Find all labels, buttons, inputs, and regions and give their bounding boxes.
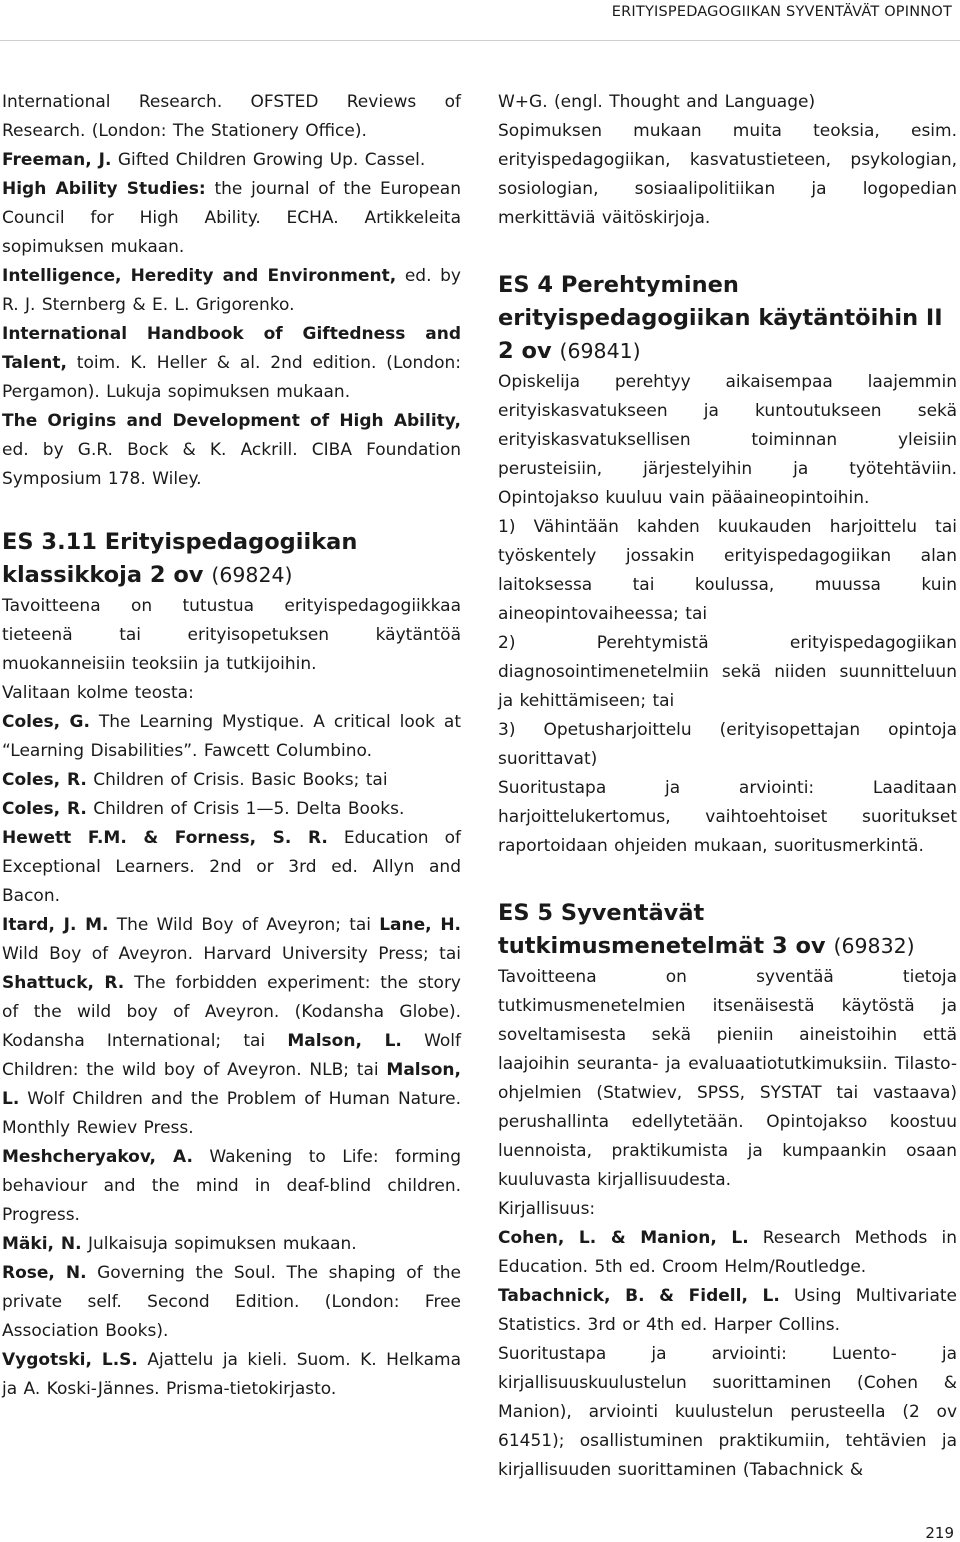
page-number: 219 — [925, 1524, 954, 1542]
running-header: ERITYISPEDAGOGIIKAN SYVENTÄVÄT OPINNOT — [611, 4, 952, 20]
reference: Freeman, J. Gifted Children Growing Up. Cassel. — [2, 150, 426, 170]
literature-label: Kirjallisuus: — [498, 1199, 596, 1219]
section-heading-es4: ES 4 Perehtyminen erityispedagogiikan käytäntöihin II 2 ov (69841) — [498, 272, 943, 364]
reference: Meshcheryakov, A. Wakening to Life: forming behaviour and the mind in deaf-blind children. Progress. — [2, 1147, 461, 1225]
reference: Coles, G. The Learning Mystique. A critical look at “Learning Disabilities”. Fawcett Columbino. — [2, 712, 462, 761]
reference: High Ability Studies: the journal of the European Council for High Ability. ECHA. Artikkeleita sopimuksen mukaan. — [2, 179, 461, 257]
section-heading-es5: ES 5 Syventävät tutkimusmenetelmät 3 ov (69832) — [498, 900, 915, 959]
paragraph: Suoritustapa ja arviointi: Luento- ja kirjallisuuskuulustelun suorittaminen (Cohen & Manion), arviointi kuulustelun perusteella (2 ov 61451); osallistuminen praktikumiin, tehtävien ja kirjallisuuden suorittaminen (Tabachnick & — [498, 1344, 957, 1480]
list-item: 2) Perehtymistä erityispedagogiikan diagnosointimenetelmiin sekä niiden suunnitteluun ja kehittämiseen; tai — [498, 633, 957, 711]
right-column — [498, 88, 957, 1485]
continued-text: W+G. (engl. Thought and Language) — [498, 92, 816, 112]
reference: Coles, R. Children of Crisis. Basic Books; tai — [2, 770, 388, 790]
left-column — [2, 88, 461, 1404]
paragraph: Tavoitteena on syventää tietoja tutkimusmenetelmien itsenäisestä käytöstä ja soveltamisesta sekä pieniin aineistoihin että laajoihin seuranta- ja evaluaatiotutkimuksiin. Tilasto-ohjelmien (Statwiev, SPSS, SYSTAT tai vastaava) perushallinta edellytetään. Opintojakso koostuu luennoista, praktikumista ja kumpaankin osaan kuuluvasta kirjallisuudesta. — [498, 967, 957, 1190]
section-heading-es311: ES 3.11 Erityispedagogiikan klassikkoja 2 ov (69824) — [2, 529, 358, 588]
reference: Intelligence, Heredity and Environment, ed. by R. J. Sternberg & E. L. Grigorenko. — [2, 266, 461, 315]
paragraph: Opiskelija perehtyy aikaisempaa laajemmin erityiskasvatukseen ja kuntoutukseen sekä erityiskasvatuksellisen toiminnan yleisiin perusteisiin, järjestelyihin ja työtehtäviin. Opintojakso kuuluu vain pääaineopintoihin. — [498, 372, 957, 508]
reference: Hewett F.M. & Forness, S. R. Education of Exceptional Learners. 2nd or 3rd ed. Allyn and Bacon. — [2, 828, 461, 906]
list-item: 3) Opetusharjoittelu (erityisopettajan opintoja suorittavat) — [498, 720, 957, 769]
selection-note: Valitaan kolme teosta: — [2, 683, 194, 703]
reference: Rose, N. Governing the Soul. The shaping of the private self. Second Edition. (London: Free Association Books). — [2, 1263, 462, 1341]
reference: Tabachnick, B. & Fidell, L. Using Multivariate Statistics. 3rd or 4th ed. Harper Collins. — [498, 1286, 957, 1335]
header-rule — [0, 40, 960, 41]
reference: Itard, J. M. The Wild Boy of Aveyron; tai Lane, H. Wild Boy of Aveyron. Harvard University Press; tai Shattuck, R. The forbidden experiment: the story of the wild boy of Aveyron. (Kodansha Globe). Kodansha International; tai Malson, L. Wolf Children: the wild boy of Aveyron. NLB; tai Malson, L. Wolf Children and the Problem of Human Nature. Monthly Rewiev Press. — [2, 915, 462, 1138]
reference: Vygotski, L.S. Ajattelu ja kieli. Suom. K. Helkama ja A. Koski-Jännes. Prisma-tietokirjasto. — [2, 1350, 461, 1399]
reference: International Handbook of Giftedness and Talent, toim. K. Heller & al. 2nd edition. (London: Pergamon). Lukuja sopimuksen mukaan. — [2, 324, 461, 402]
reference: Mäki, N. Julkaisuja sopimuksen mukaan. — [2, 1234, 357, 1254]
reference: The Origins and Development of High Ability, ed. by G.R. Bock & K. Ackrill. CIBA Foundation Symposium 178. Wiley. — [2, 411, 461, 489]
reference: Coles, R. Children of Crisis 1—5. Delta Books. — [2, 799, 405, 819]
reference: International Research. OFSTED Reviews of Research. (London: The Stationery Office). — [2, 92, 461, 141]
section-goal: Tavoitteena on tutustua erityispedagogiikkaa tieteenä tai erityisopetuksen käytäntöä muokanneisiin teoksiin ja tutkijoihin. — [2, 596, 461, 674]
paragraph: Suoritustapa ja arviointi: Laaditaan harjoittelukertomus, vaihtoehtoiset suoritukset raportoidaan ohjeiden mukaan, suoritusmerkintä. — [498, 778, 957, 856]
list-item: 1) Vähintään kahden kuukauden harjoittelu tai työskentely jossakin erityispedagogiikan alan laitoksessa tai koulussa, muussa kuin aineopintovaiheessa; tai — [498, 517, 957, 624]
reference: Cohen, L. & Manion, L. Research Methods in Education. 5th ed. Croom Helm/Routledge. — [498, 1228, 957, 1277]
continued-text: Sopimuksen mukaan muita teoksia, esim. erityispedagogiikan, kasvatustieteen, psykologian, sosiologian, sosiaalipolitiikan ja logopedian merkittäviä väitöskirjoja. — [498, 121, 957, 228]
